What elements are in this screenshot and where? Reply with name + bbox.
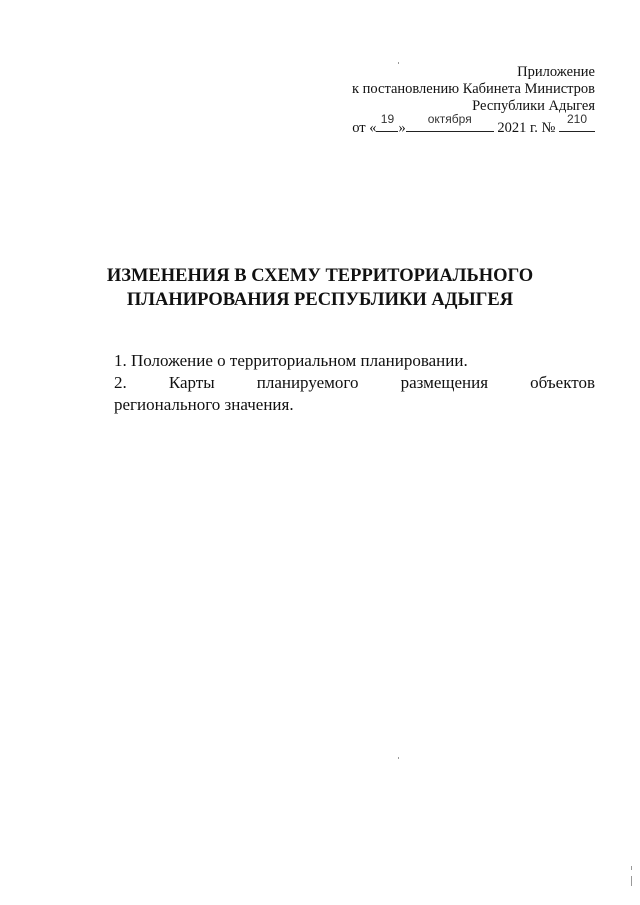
list-item-2-word: размещения — [400, 373, 489, 392]
resolution-date-line — [275, 112, 595, 137]
list-item-2-word: объектов — [530, 373, 595, 392]
list-item-1: 1. Положение о территориальном планировании. — [114, 351, 468, 370]
scan-speck — [398, 62, 399, 64]
month-value: октября — [427, 112, 472, 126]
contents-list — [114, 350, 595, 416]
scan-speck — [631, 876, 632, 886]
resolution-reference: к постановлению Кабинета Министров — [351, 81, 595, 97]
number-field — [559, 112, 595, 132]
document-title — [0, 264, 640, 312]
list-item-2-continuation: регионального значения. — [114, 395, 294, 414]
year-text: 2021 г. № — [497, 120, 556, 136]
title-line-1: ИЗМЕНЕНИЯ В СХЕМУ ТЕРРИТОРИАЛЬНОГО — [106, 266, 534, 286]
date-prefix: от « — [352, 120, 377, 136]
day-field — [376, 112, 398, 132]
list-item-2-first-line — [114, 372, 595, 394]
list-item-2-word: планируемого — [256, 373, 359, 392]
appendix-header — [275, 64, 595, 137]
list-item-2-word: 2. — [114, 373, 127, 392]
number-value: 210 — [566, 112, 588, 126]
month-field — [406, 112, 494, 132]
date-mid: » — [398, 120, 406, 136]
appendix-label: Приложение — [517, 64, 595, 80]
day-value: 19 — [380, 112, 395, 126]
title-line-2: ПЛАНИРОВАНИЯ РЕСПУБЛИКИ АДЫГЕЯ — [126, 290, 514, 310]
list-item-2-word: Карты — [168, 373, 215, 392]
republic-name: Республики Адыгея — [472, 98, 595, 114]
scan-speck — [631, 866, 632, 870]
scan-speck — [398, 757, 399, 759]
